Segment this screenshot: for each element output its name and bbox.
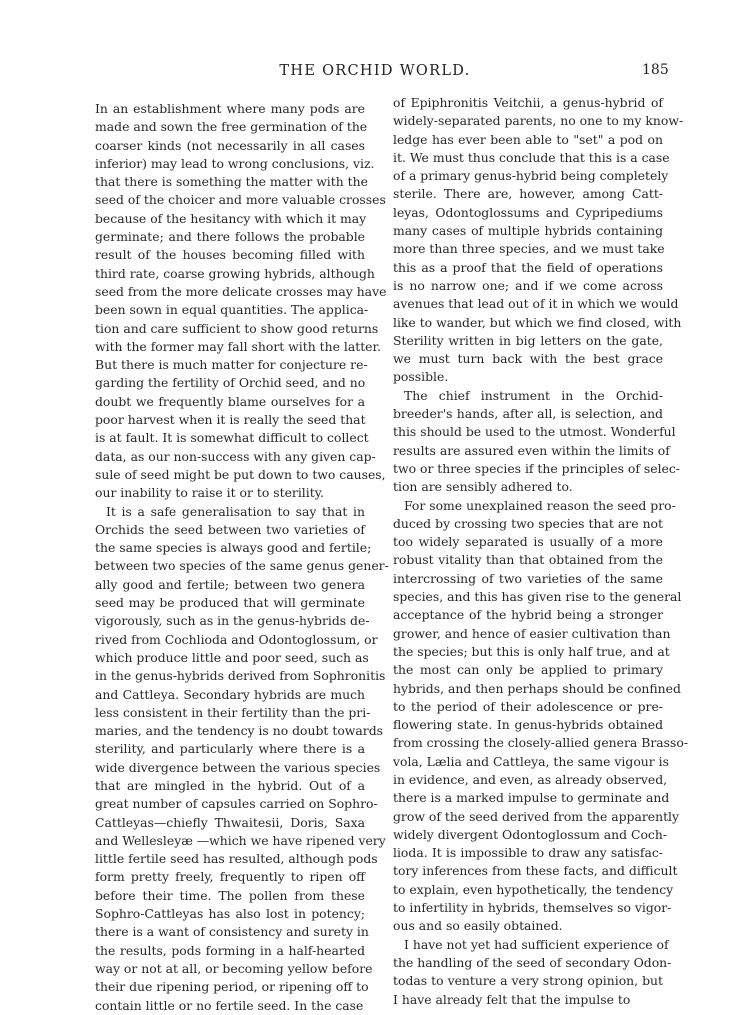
text-line: intercrossing of two varieties of the same: [393, 570, 663, 586]
text-line: the species; but this is only half true, and at: [393, 643, 670, 659]
text-line: which produce little and poor seed, such as: [95, 649, 369, 665]
text-line: more than three species, and we must take: [393, 241, 665, 257]
text-line: too widely separated is usually of a more: [393, 534, 663, 550]
paragraph: [393, 497, 689, 936]
text-line: inferior) may lead to wrong conclusions, viz.: [95, 155, 375, 171]
text-line: widely divergent Odontoglossum and Coch-: [393, 826, 668, 842]
text-line: rived from Cochlioda and Odontoglossum, or: [95, 631, 378, 647]
text-line: I have not yet had sufficient experience of: [404, 936, 669, 952]
text-line: sterile. There are, however, among Catt-: [393, 186, 663, 202]
text-line: todas to venture a very strong opinion, but: [393, 973, 663, 989]
text-line: flowering state. In genus-hybrids obtained: [393, 717, 663, 733]
text-line: germinate; and there follows the probable: [95, 229, 365, 245]
text-line: from crossing the closely-allied genera Brasso-: [393, 735, 689, 751]
text-line: been sown in equal quantities. The applica-: [95, 302, 369, 318]
text-line: the most can only be applied to primary: [393, 662, 663, 678]
text-line: the results, pods forming in a half-hearted: [95, 942, 365, 958]
text-line: this should be used to the utmost. Wonderful: [393, 424, 676, 440]
text-line: Orchids the seed between two varieties of: [95, 521, 365, 537]
text-line: we must turn back with the best grace: [393, 351, 663, 367]
text-line: two or three species if the principles of selec-: [393, 460, 680, 476]
text-line: is no narrow one; and if we come across: [393, 277, 663, 293]
paragraph: [95, 100, 387, 503]
text-line: hybrids, and then perhaps should be confined: [393, 680, 681, 696]
text-line: I have already felt that the impulse to: [393, 991, 631, 1007]
page-number: 185: [642, 62, 669, 78]
text-line: sterility, and particularly where there is a: [95, 741, 365, 757]
left-column: [95, 100, 389, 1015]
paragraph: [393, 94, 684, 387]
text-line: of a primary genus-hybrid being completely: [393, 168, 669, 184]
text-line: ally good and fertile; between two genera: [95, 576, 365, 592]
text-line: many cases of multiple hybrids containing: [393, 223, 663, 239]
text-line: the handling of the seed of secondary Odon-: [393, 954, 672, 970]
text-line: breeder's hands, after all, is selection, and: [393, 406, 663, 422]
text-line: grower, and hence of easier cultivation than: [393, 625, 671, 641]
text-line: of Epiphronitis Veitchii, a genus-hybrid of: [393, 95, 663, 110]
text-line: there is a want of consistency and surety in: [95, 924, 369, 940]
text-line: the same species is always good and fertile;: [95, 540, 372, 556]
text-line: For some unexplained reason the seed pro-: [404, 497, 676, 513]
text-line: wide divergence between the various species: [95, 759, 381, 775]
text-line: possible.: [393, 369, 449, 385]
text-line: Sophro-Cattleyas has also lost in potency;: [95, 906, 365, 922]
text-line: before their time. The pollen from these: [95, 887, 365, 903]
text-line: ous and so easily obtained.: [393, 918, 563, 934]
right-column: [393, 94, 689, 1009]
text-line: maries, and the tendency is no doubt towards: [95, 723, 383, 739]
text-line: species, and this has given rise to the general: [393, 589, 682, 605]
text-line: The chief instrument in the Orchid-: [404, 387, 663, 403]
text-line: because of the hesitancy with which it may: [95, 210, 367, 226]
text-line: that there is something the matter with the: [95, 174, 368, 190]
text-line: doubt we frequently blame ourselves for a: [95, 393, 365, 409]
text-line: tion are sensibly adhered to.: [393, 479, 573, 495]
text-line: form pretty freely, frequently to ripen off: [95, 869, 365, 885]
text-line: data, as our non-success with any given cap-: [95, 448, 376, 464]
text-line: there is a marked impulse to germinate and: [393, 790, 670, 806]
text-line: Cattleyas—chiefly Thwaitesii, Doris, Saxa: [95, 814, 365, 830]
text-line: it. We must thus conclude that this is a case: [393, 149, 670, 165]
text-line: third rate, coarse growing hybrids, although: [95, 265, 375, 281]
text-line: sule of seed might be put down to two causes,: [95, 466, 386, 482]
text-line: It is a safe generalisation to say that in: [106, 503, 365, 519]
text-line: leyas, Odontoglossums and Cypripediums: [393, 204, 663, 220]
text-line: acceptance of the hybrid being a stronger: [393, 607, 663, 623]
text-line: to explain, even hypothetically, the tendency: [393, 881, 674, 897]
text-line: result of the houses becoming filled with: [95, 247, 365, 263]
text-line: between two species of the same genus gener-: [95, 558, 389, 574]
text-line: In an establishment where many pods are: [95, 101, 365, 116]
running-header: [0, 62, 750, 82]
running-title: THE ORCHID WORLD.: [279, 63, 471, 79]
text-line: and Cattleya. Secondary hybrids are much: [95, 686, 365, 702]
text-line: Sterility written in big letters on the gate,: [393, 332, 663, 348]
text-line: vigorously, such as in the genus-hybrids de-: [95, 613, 370, 629]
text-line: grow of the seed derived from the apparently: [393, 808, 680, 824]
text-line: great number of capsules carried on Sophro-: [95, 796, 378, 812]
text-line: seed may be produced that will germinate: [95, 595, 365, 611]
text-line: duced by crossing two species that are not: [393, 515, 663, 531]
text-line: But there is much matter for conjecture re-: [95, 357, 368, 373]
paragraph: [95, 503, 389, 1015]
text-line: made and sown the free germination of the: [95, 119, 368, 135]
text-line: in the genus-hybrids derived from Sophronitis: [95, 668, 386, 684]
text-line: little fertile seed has resulted, although pods: [95, 851, 378, 867]
text-line: vola, Lælia and Cattleya, the same vigour is: [393, 753, 669, 769]
text-line: coarser kinds (not necessarily in all cases: [95, 137, 365, 153]
text-line: to infertility in hybrids, themselves so vigor-: [393, 900, 672, 916]
text-line: to the period of their adolescence or pre-: [393, 698, 663, 714]
text-line: garding the fertility of Orchid seed, and no: [95, 375, 366, 391]
text-line: contain little or no fertile seed. In the case: [95, 997, 364, 1013]
text-line: is at fault. It is somewhat difficult to collect: [95, 430, 369, 446]
text-line: like to wander, but which we find closed, with: [393, 314, 682, 330]
text-line: less consistent in their fertility than the pri-: [95, 704, 371, 720]
text-line: robust vitality than that obtained from the: [393, 552, 663, 568]
text-line: their due ripening period, or ripening off to: [95, 979, 369, 995]
text-line: that are mingled in the hybrid. Out of a: [95, 777, 365, 793]
text-line: and Wellesleyæ —which we have ripened very: [95, 832, 386, 848]
text-line: this as a proof that the field of operations: [393, 259, 663, 275]
text-line: way or not at all, or becoming yellow before: [95, 960, 373, 976]
text-line: poor harvest when it is really the seed that: [95, 412, 366, 428]
text-line: widely-separated parents, no one to my know-: [393, 113, 684, 129]
paragraph: [393, 936, 672, 1009]
text-line: our inability to raise it or to sterility.: [95, 485, 324, 501]
text-line: seed from the more delicate crosses may have: [95, 283, 387, 299]
text-line: lioda. It is impossible to draw any satisfac-: [393, 845, 663, 861]
text-line: with the former may fall short with the latter.: [95, 338, 382, 354]
text-line: results are assured even within the limits of: [393, 442, 670, 458]
text-line: tion and care sufficient to show good returns: [95, 320, 379, 336]
text-line: ledge has ever been able to "set" a pod on: [393, 131, 663, 147]
text-line: avenues that lead out of it in which we would: [393, 296, 679, 312]
text-line: in evidence, and even, as already observed,: [393, 771, 668, 787]
paragraph: [393, 387, 680, 497]
text-line: tory inferences from these facts, and difficult: [393, 863, 678, 879]
text-line: seed of the choicer and more valuable crosses: [95, 192, 386, 208]
